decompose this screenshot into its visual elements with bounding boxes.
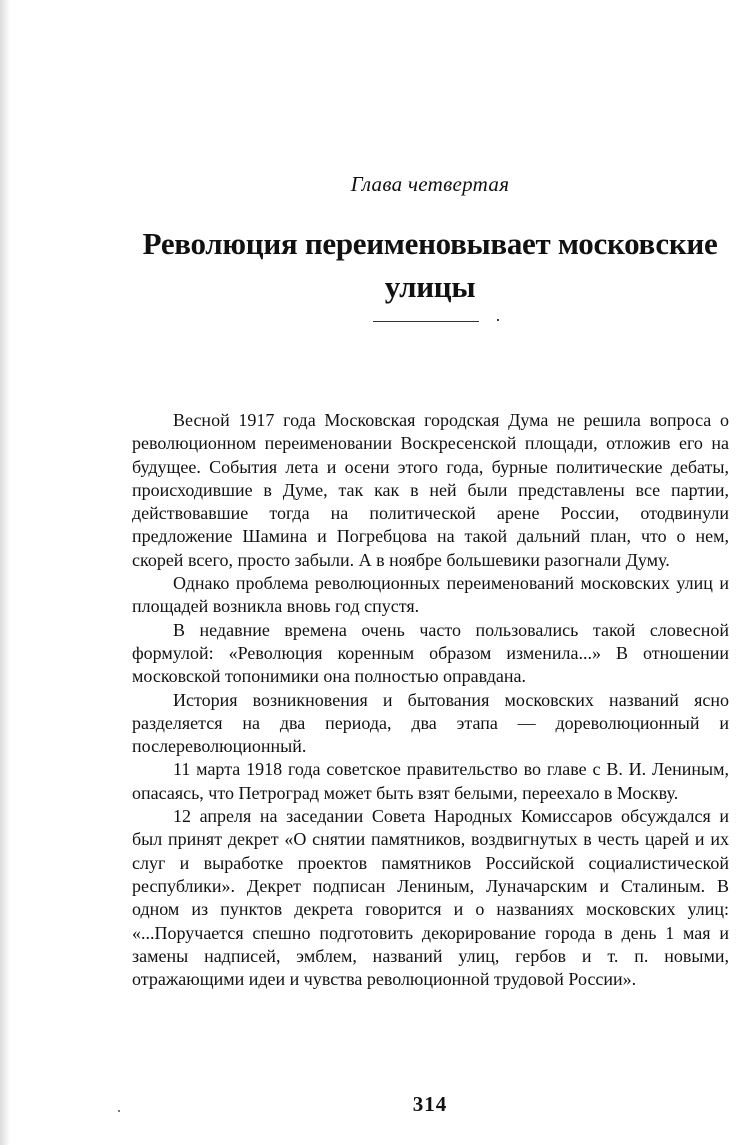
paragraph-1: Весной 1917 года Московская городская Дума не решила вопроса о революционном переименовании Воскресенской площади, отложив его на будущее. События лета и осени этого года, бурные политические дебаты, происходившие в Думе, так как в ней были представлены все партии, действовавшие тогда на политической арене России, отодвинули предложение Шамина и Погребцова на такой дальний план, что о нем, скорей всего, просто забыли. А в ноябре большевики разогнали Думу. [132,410,729,570]
title-divider [373,321,479,322]
body-text [132,409,729,991]
paragraph-2: Однако проблема революционных переименований московских улиц и площадей возникла вновь год спустя. [132,573,729,617]
page-number: 314 [412,1092,448,1116]
paragraph-4: История возникновения и бытования московских названий ясно разделяется на два периода, два этапа — дореволюционный и послереволюционный. [132,689,729,757]
paragraph-5: 11 марта 1918 года советское правительство во главе с В. И. Лениным, опасаясь, что Петроград может быть взят белыми, переехало в Москву. [132,759,729,803]
paragraph-3: В недавние времена очень часто пользовались такой словесной формулой: «Революция коренным образом изменила...» В отношении московской топонимики она полностью оправдана. [132,619,729,687]
scan-speck [118,1110,120,1112]
paragraph-6: 12 апреля на заседании Совета Народных Комиссаров обсуждался и был принят декрет «О снятии памятников, воздвигнутых в честь царей и их слуг и выработке проектов памятников Российской социалистической республики». Декрет подписан Лениным, Луначарским и Сталиным. В одном из пунктов декрета говорится и о названиях московских улиц: «...Поручается спешно подготовить декорирование города в день 1 мая и замены надписей, эмблем, названий улиц, гербов и т. п. новыми, отражающими идеи и чувства революционной трудовой России». [132,806,729,990]
page-edge-shadow [0,0,10,1145]
chapter-label: Глава четвертая [350,172,510,196]
chapter-title: Революция переименовывает московские улицы [142,226,718,304]
divider-dot [497,319,499,321]
